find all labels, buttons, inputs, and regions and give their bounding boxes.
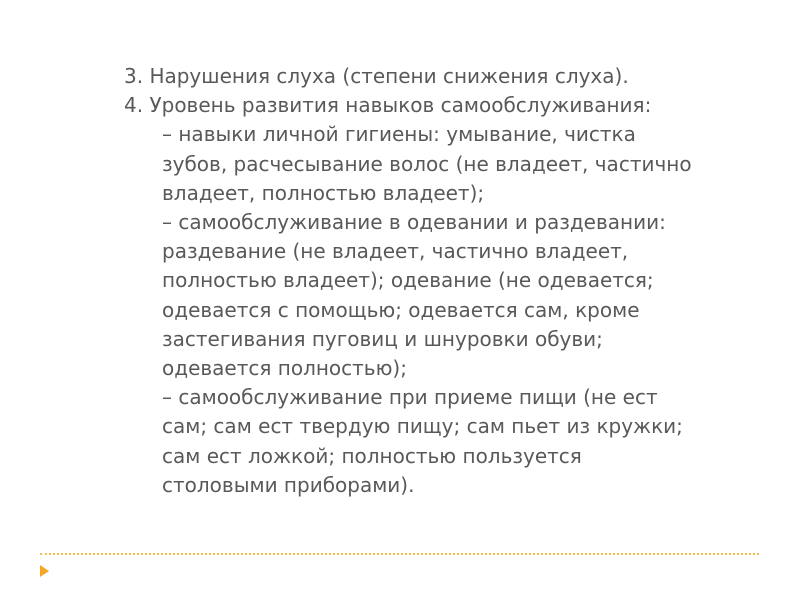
- sub-line: – навыки личной гигиены: умывание, чистка: [162, 122, 636, 147]
- sub-line: раздевание (не владеет, частично владеет,: [162, 239, 629, 264]
- sub-line: застегивания пуговиц и шнуровки обуви;: [162, 326, 603, 351]
- sub-line: – самообслуживание в одевании и раздевании:: [162, 210, 666, 235]
- footer-divider: [40, 553, 759, 555]
- sub-line: сам; сам ест твердую пищу; сам пьет из кружки;: [162, 414, 683, 439]
- sub-line: сам ест ложкой; полностью пользуется: [162, 443, 582, 468]
- sub-line: полностью владеет); одевание (не одевается;: [162, 268, 654, 293]
- sub-line: столовыми приборами).: [162, 472, 415, 497]
- slide-body-text: [124, 62, 764, 500]
- list-item-4: 4. Уровень развития навыков самообслуживания:: [124, 93, 652, 118]
- sub-line: владеет, полностью владеет);: [162, 180, 485, 205]
- list-item-3: 3. Нарушения слуха (степени снижения слуха).: [124, 64, 629, 88]
- sub-line: – самообслуживание при приеме пищи (не ест: [162, 385, 658, 410]
- sub-line: зубов, расчесывание волос (не владеет, частично: [162, 151, 692, 176]
- triangle-right-icon: [40, 565, 49, 577]
- sub-line: одевается полностью);: [162, 356, 407, 381]
- sub-line: одевается с помощью; одевается сам, кроме: [162, 297, 640, 322]
